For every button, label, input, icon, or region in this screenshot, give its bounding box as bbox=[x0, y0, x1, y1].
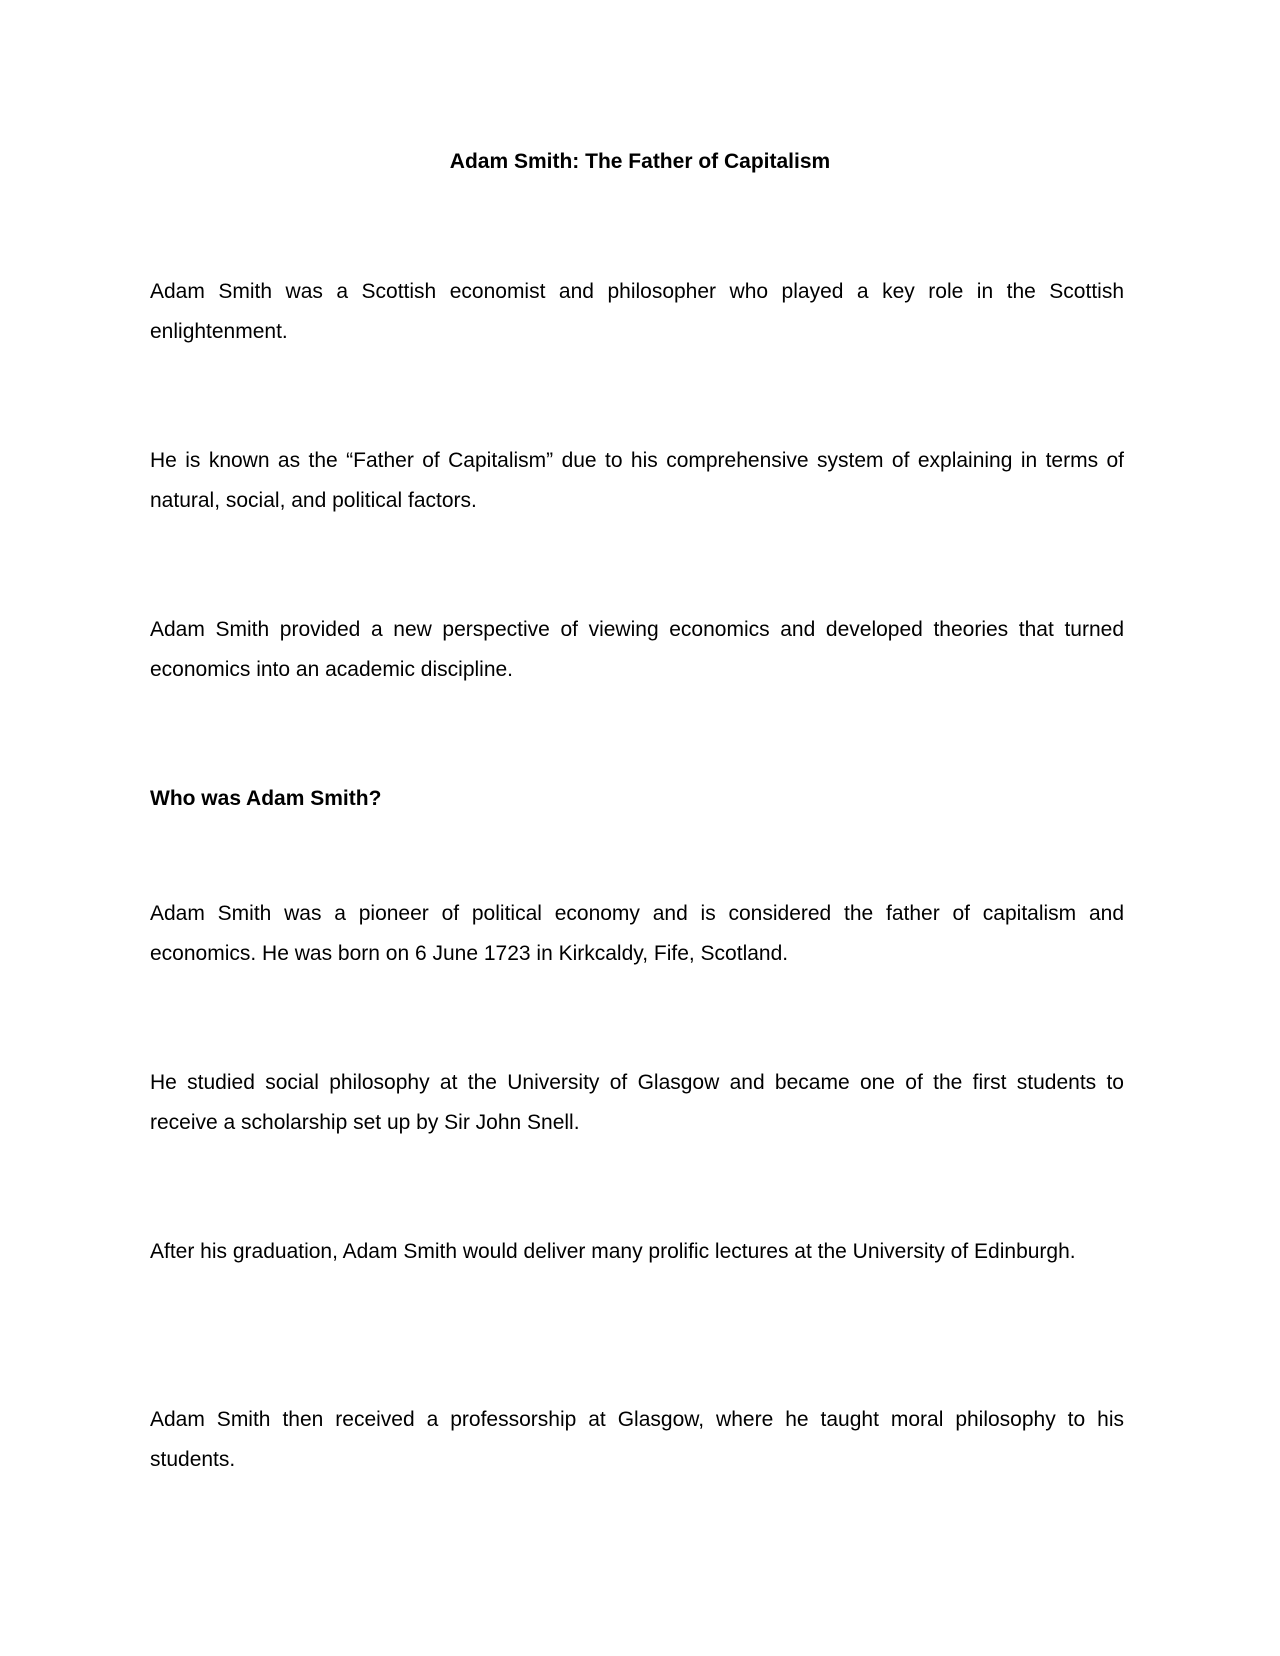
section-paragraph-1: Adam Smith was a pioneer of political economy and is considered the father of capitalism and economics. He was born on 6 June 1723 in Kirkcaldy, Fife, Scotland. bbox=[150, 902, 1124, 965]
document-title: Adam Smith: The Father of Capitalism bbox=[449, 150, 831, 173]
section-paragraph-2: He studied social philosophy at the University of Glasgow and became one of the first students to receive a scholarship set up by Sir John Snell. bbox=[150, 1071, 1124, 1134]
section-paragraph-4: Adam Smith then received a professorship at Glasgow, where he taught moral philosophy to his students. bbox=[150, 1408, 1124, 1471]
section-heading: Who was Adam Smith? bbox=[150, 787, 382, 810]
intro-paragraph-3: Adam Smith provided a new perspective of viewing economics and developed theories that turned economics into an academic discipline. bbox=[150, 618, 1124, 681]
intro-paragraph-2: He is known as the “Father of Capitalism” due to his comprehensive system of explaining in terms of natural, social, and political factors. bbox=[150, 449, 1124, 512]
section-paragraph-3: After his graduation, Adam Smith would deliver many prolific lectures at the University of Edinburgh. bbox=[150, 1240, 1076, 1263]
intro-paragraph-1: Adam Smith was a Scottish economist and philosopher who played a key role in the Scottish enlightenment. bbox=[150, 280, 1124, 343]
